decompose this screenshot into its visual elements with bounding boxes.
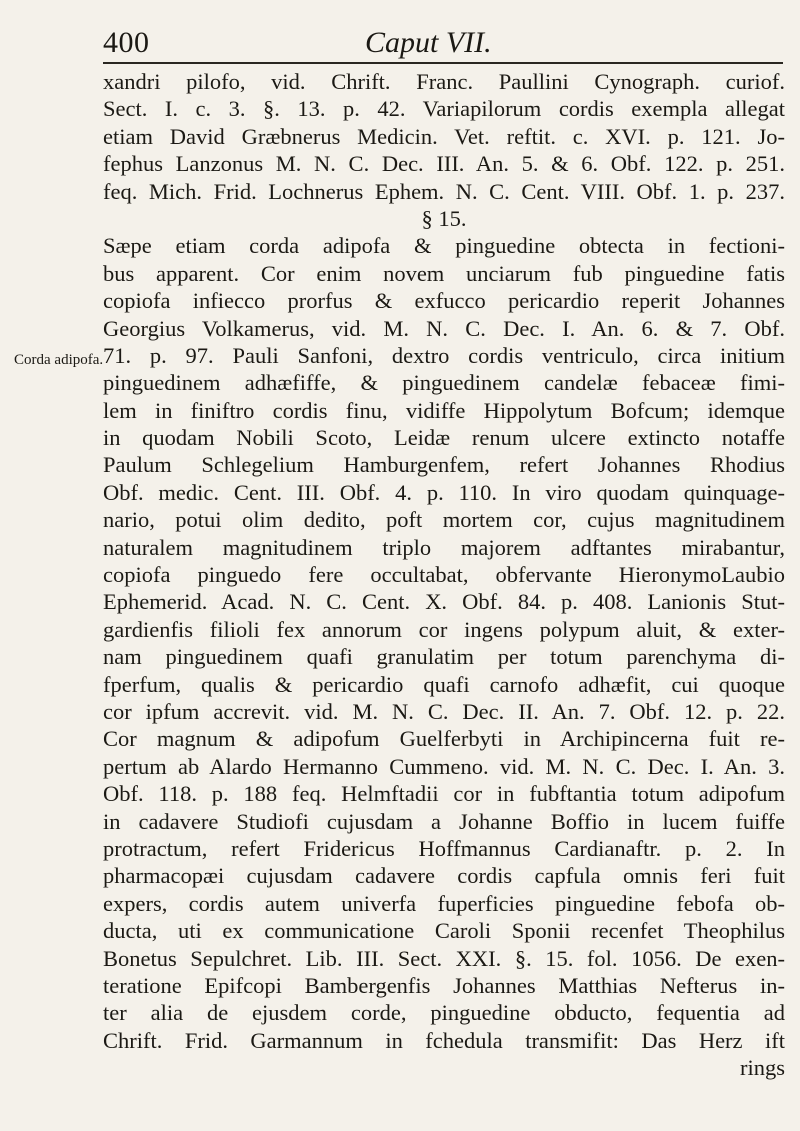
text-line: fephus Lanzonus M. N. C. Dec. III. An. 5. & 6. Obf. 122. p. 251. — [103, 151, 785, 177]
catchword: rings — [740, 1055, 785, 1081]
text-line: ter alia de ejusdem corde, pinguedine obducto, fequentia ad — [103, 1000, 785, 1026]
text-line: Obf. medic. Cent. III. Obf. 4. p. 110. In viro quodam quinquage- — [103, 479, 785, 505]
page-header — [103, 18, 783, 62]
text-line: Sæpe etiam corda adipofa & pinguedine obtecta in fectioni- — [103, 233, 785, 259]
text-line: ducta, uti ex communicatione Caroli Sponii recenfet Theophilus — [103, 918, 785, 944]
text-line: nam pinguedinem quafi granulatim per totum parenchyma di- — [103, 644, 785, 670]
text-line: Sect. I. c. 3. §. 13. p. 42. Variapilorum cordis exempla allegat — [103, 96, 785, 122]
text-line: pertum ab Alardo Hermanno Cummeno. vid. M. N. C. Dec. I. An. 3. — [103, 753, 785, 779]
text-line: Paulum Schlegelium Hamburgenfem, refert Johannes Rhodius — [103, 452, 785, 478]
text-line: 71. p. 97. Pauli Sanfoni, dextro cordis ventriculo, circa initium — [103, 342, 785, 368]
text-line: etiam David Græbnerus Medicin. Vet. reftit. c. XVI. p. 121. Jo- — [103, 123, 785, 149]
text-line: copiofa pinguedo fere occultabat, obfervante HieronymoLaubio — [103, 562, 785, 588]
text-line: feq. Mich. Frid. Lochnerus Ephem. N. C. Cent. VIII. Obf. 1. p. 237. — [103, 178, 785, 204]
text-line: cor ipfum accrevit. vid. M. N. C. Dec. II. An. 7. Obf. 12. p. 22. — [103, 698, 785, 724]
text-line: Ephemerid. Acad. N. C. Cent. X. Obf. 84. p. 408. Lanionis Stut- — [103, 589, 785, 615]
text-line: Georgius Volkamerus, vid. M. N. C. Dec. I. An. 6. & 7. Obf. — [103, 315, 785, 341]
text-line: lem in finiftro cordis finu, vidiffe Hippolytum Bofcum; idemque — [103, 397, 785, 423]
page-number: 400 — [103, 26, 150, 59]
text-line: Bonetus Sepulchret. Lib. III. Sect. XXI. §. 15. fol. 1056. De exen- — [103, 945, 785, 971]
text-line: Chrift. Frid. Garmannum in fchedula transmifit: Das Herz ift — [103, 1027, 785, 1053]
text-line: teratione Epifcopi Bambergenfis Johannes Matthias Nefterus in- — [103, 972, 785, 998]
text-line: naturalem magnitudinem triplo majorem adftantes mirabantur, — [103, 534, 785, 560]
text-line: copiofa infiecco prorfus & exfucco pericardio reperit Johannes — [103, 288, 785, 314]
running-head: Caput VII. — [365, 26, 492, 59]
text-line: in quodam Nobili Scoto, Leidæ renum ulcere extincto notaffe — [103, 425, 785, 451]
text-line: xandri pilofo, vid. Chrift. Franc. Paullini Cynograph. curiof. — [103, 69, 785, 94]
header-rule — [103, 62, 783, 64]
text-line: Obf. 118. p. 188 feq. Helmftadii cor in fubftantia totum adipofum — [103, 781, 785, 807]
text-line: nario, potui olim dedito, poft mortem cor, cujus magnitudinem — [103, 507, 785, 533]
text-line: Cor magnum & adipofum Guelferbyti in Archipincerna fuit re- — [103, 726, 785, 752]
text-line: protractum, refert Fridericus Hoffmannus Cardianaftr. p. 2. In — [103, 835, 785, 861]
text-line: expers, cordis autem univerfa fuperficies pinguedine febofa ob- — [103, 890, 785, 916]
margin-note: Corda adipofa. — [14, 352, 104, 368]
text-line: fperfum, qualis & pericardio quafi carnofo adhæfit, cui quoque — [103, 671, 785, 697]
section-number: § 15. — [421, 205, 467, 231]
body-text — [103, 68, 785, 1081]
text-line: gardienfis filioli fex annorum cor ingens polypum aluit, & exter- — [103, 616, 785, 642]
text-line: bus apparent. Cor enim novem unciarum fub pinguedine fatis — [103, 260, 785, 286]
text-line: in cadavere Studiofi cujusdam a Johanne Boffio in lucem fuiffe — [103, 808, 785, 834]
text-line: pharmacopæi cujusdam cadavere cordis capfula omnis feri fuit — [103, 863, 785, 889]
text-line: pinguedinem adhæfiffe, & pinguedinem candelæ febaceæ fimi- — [103, 370, 785, 396]
